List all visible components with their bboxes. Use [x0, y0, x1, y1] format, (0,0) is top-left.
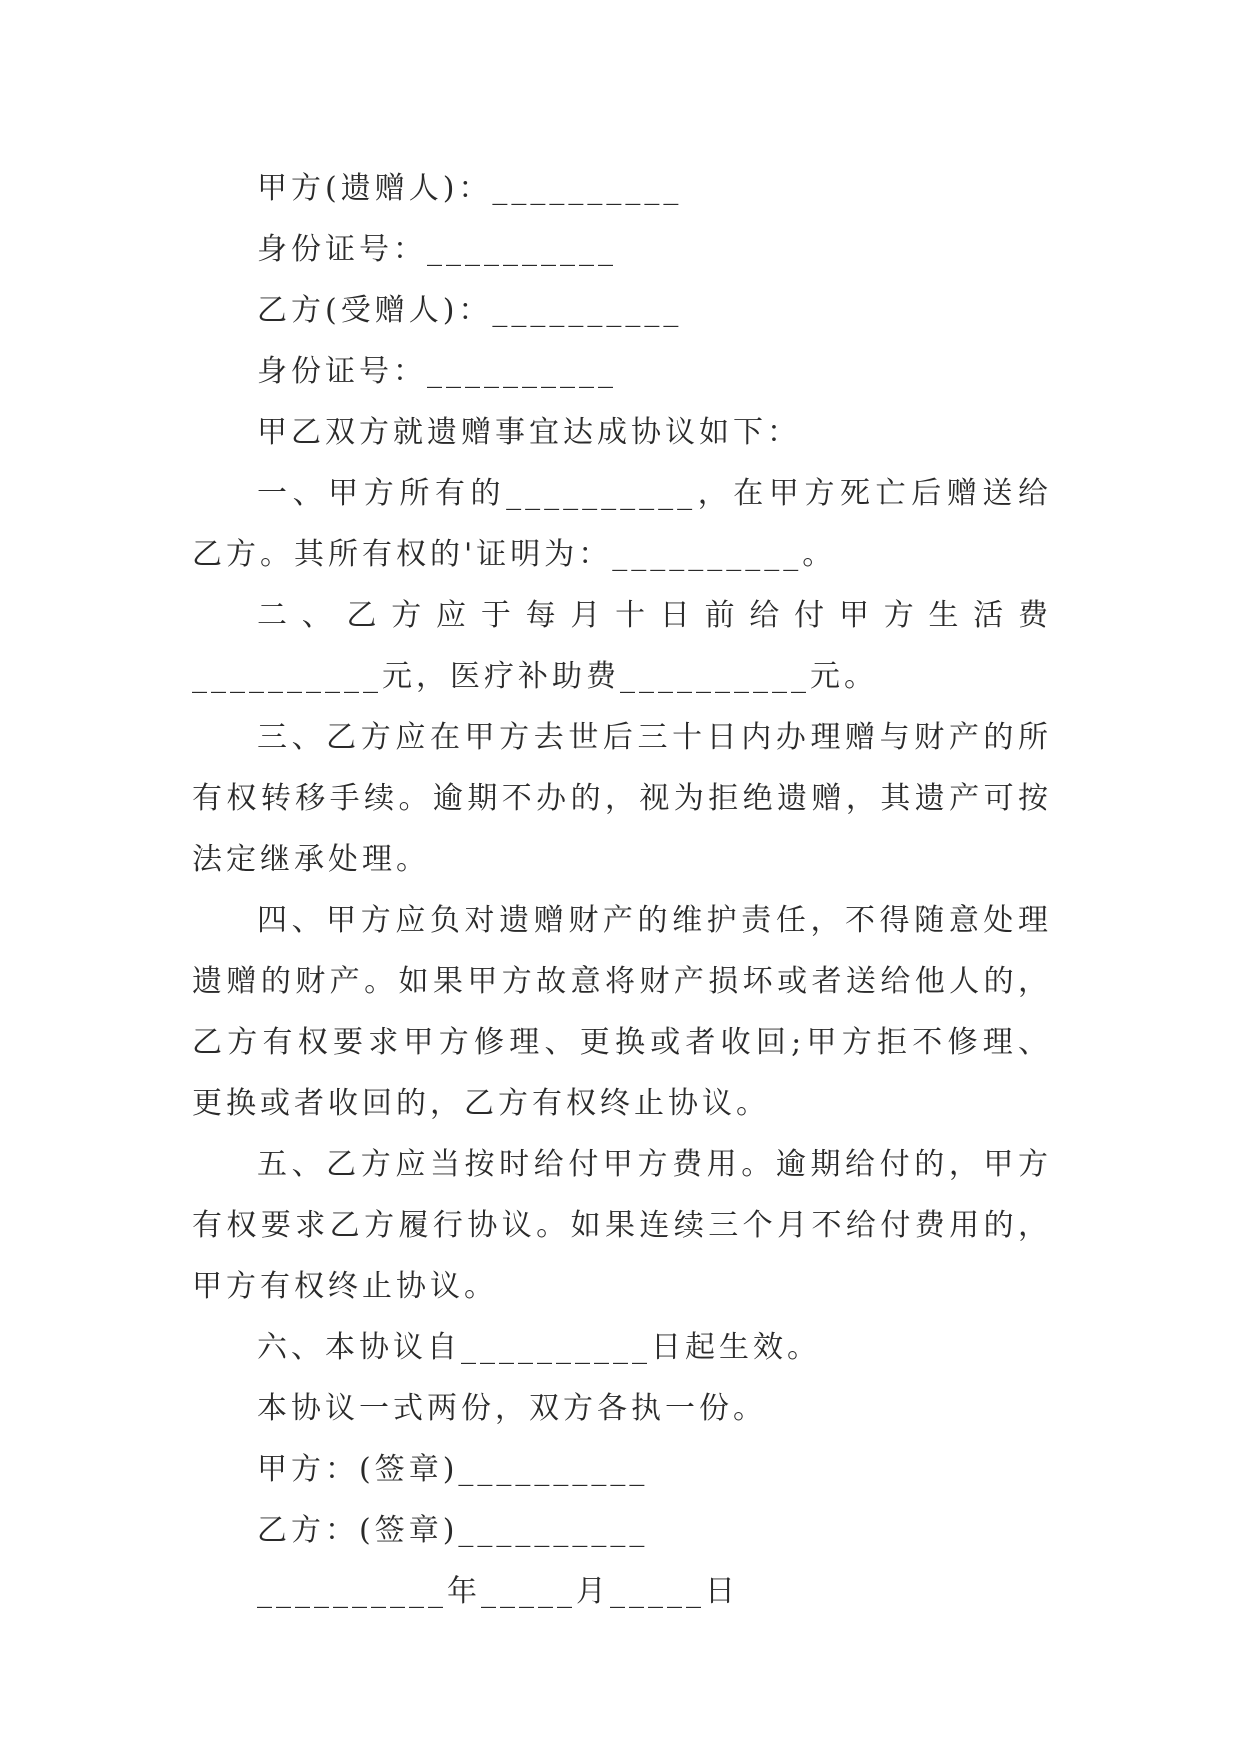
- clause-4: 四、甲方应负对遗赠财产的维护责任，不得随意处理遗赠的财产。如果甲方故意将财产损坏或者送给他人的，乙方有权要求甲方修理、更换或者收回;甲方拒不修理、更换或者收回的，乙方有权终止协议。: [192, 903, 1052, 1121]
- party-a-id-field: 身份证号：__________: [257, 232, 617, 267]
- clause-5: 五、乙方应当按时给付甲方费用。逾期给付的，甲方有权要求乙方履行协议。如果连续三个月不给付费用的，甲方有权终止协议。: [192, 1147, 1052, 1304]
- signature-party-b: 乙方：(签章)__________: [257, 1513, 649, 1548]
- clause-3: 三、乙方应在甲方去世后三十日内办理赠与财产的所有权转移手续。逾期不办的，视为拒绝遗赠，其遗产可按法定继承处理。: [192, 720, 1052, 877]
- copies-line: 本协议一式两份，双方各执一份。: [257, 1391, 767, 1426]
- agreement-body: [192, 158, 1052, 1622]
- clause-6: 六、本协议自__________日起生效。: [257, 1330, 821, 1365]
- party-b-id-field: 身份证号：__________: [257, 354, 617, 389]
- signature-party-a: 甲方：(签章)__________: [257, 1452, 649, 1487]
- party-b-field: 乙方(受赠人)：__________: [257, 293, 683, 328]
- clause-1: 一、甲方所有的__________，在甲方死亡后赠送给乙方。其所有权的'证明为：__________。: [192, 476, 1052, 572]
- clause-2: 二、乙方应于每月十日前给付甲方生活费__________元，医疗补助费__________元。: [192, 598, 1052, 694]
- party-a-field: 甲方(遗赠人)：__________: [257, 171, 683, 206]
- signature-date: __________年_____月_____日: [257, 1574, 739, 1609]
- intro-line: 甲乙双方就遗赠事宜达成协议如下：: [257, 415, 801, 450]
